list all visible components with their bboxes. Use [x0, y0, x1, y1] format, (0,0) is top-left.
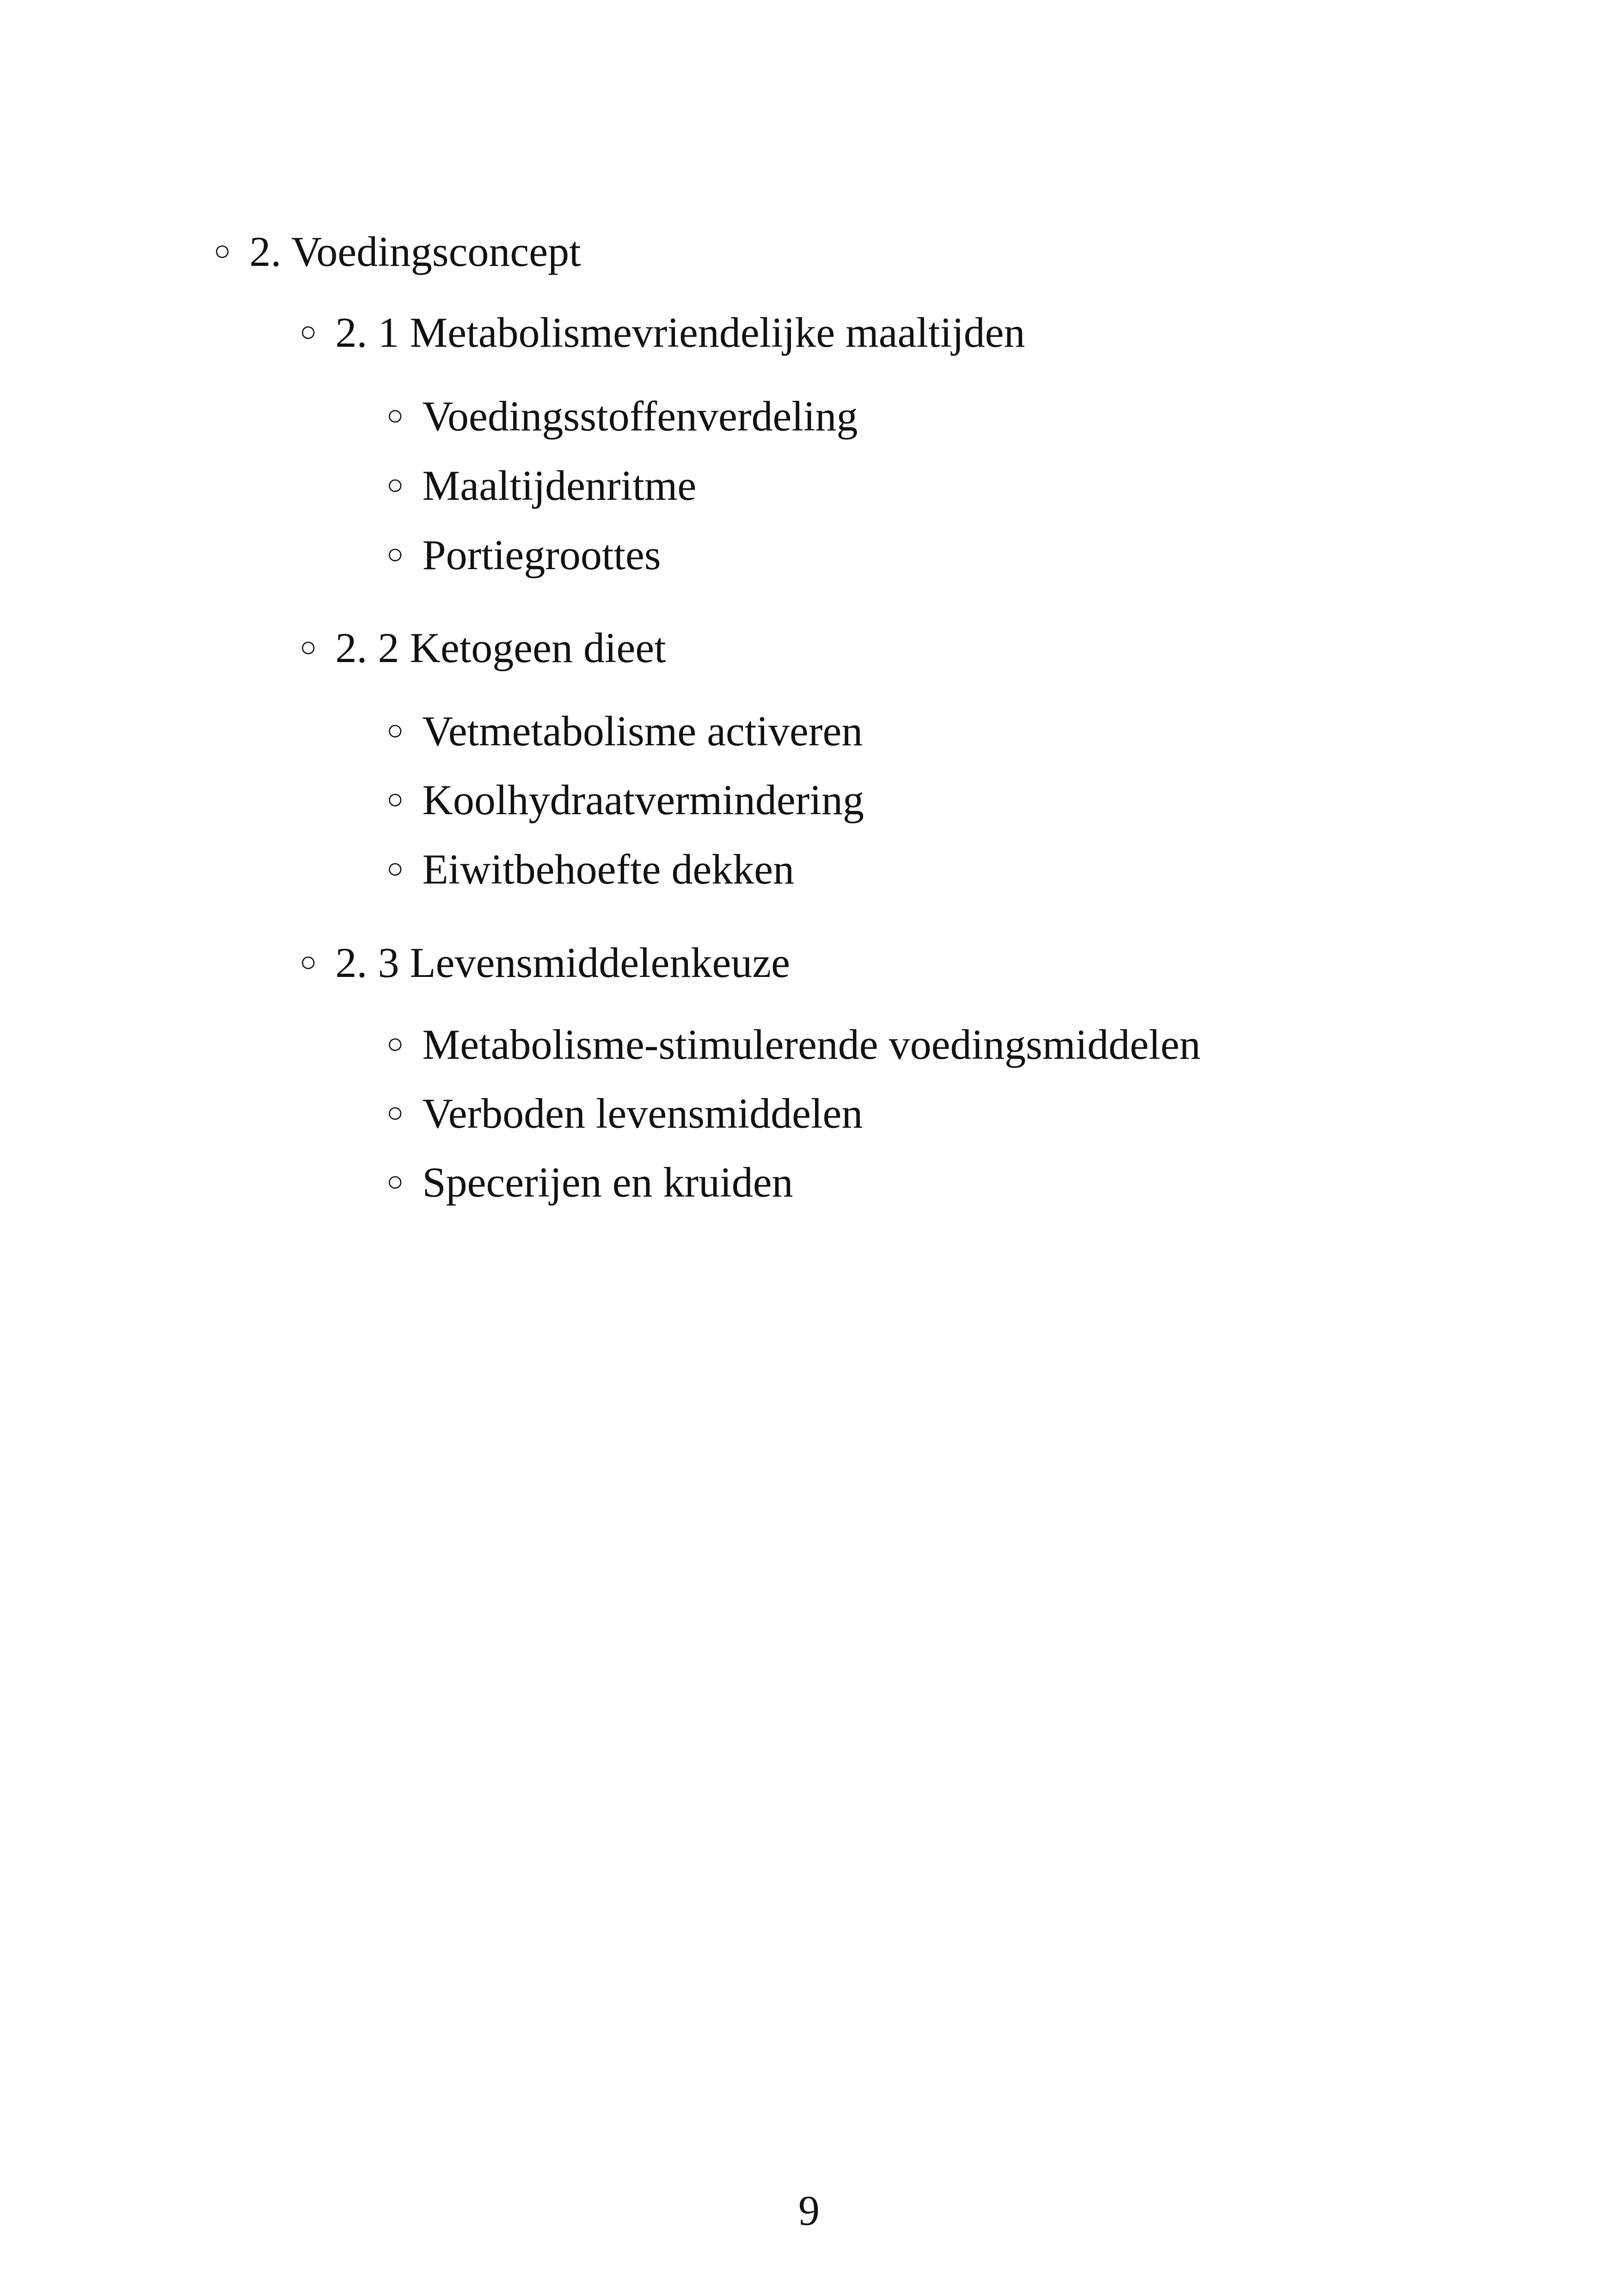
- bullet-icon: ○: [386, 1166, 404, 1197]
- bullet-icon: ○: [386, 1097, 404, 1129]
- section-heading-text: 2. 2 Ketogeen dieet: [335, 624, 666, 671]
- bullet-icon: ○: [386, 539, 404, 570]
- list-item-text: Portiegroottes: [422, 531, 661, 578]
- list-item-text: Koolhydraatvermindering: [422, 776, 864, 823]
- bullet-icon: ○: [386, 715, 404, 746]
- list-item-text: Vetmetabolisme activeren: [422, 707, 863, 755]
- list-item: [386, 393, 858, 440]
- list-item: [386, 1023, 1201, 1066]
- bullet-icon: ○: [300, 316, 317, 348]
- list-item: [386, 464, 696, 507]
- bullet-icon: ○: [386, 400, 404, 431]
- outline-title: [214, 230, 581, 273]
- bullet-icon: ○: [386, 853, 404, 884]
- section-heading-text: 2. 1 Metabolismevriendelijke maaltijden: [335, 309, 1025, 356]
- list-item-text: Maaltijdenritme: [422, 462, 697, 509]
- bullet-icon: ○: [386, 469, 404, 501]
- section-heading: [300, 626, 666, 669]
- list-item-text: Metabolisme-stimulerende voedingsmiddelen: [422, 1021, 1201, 1068]
- section-heading: [300, 311, 1025, 354]
- bullet-icon: ○: [300, 632, 317, 663]
- bullet-icon: ○: [386, 784, 404, 815]
- bullet-icon: ○: [386, 1028, 404, 1060]
- bullet-icon: ○: [300, 946, 317, 978]
- outline-title-text: 2. Voedingsconcept: [249, 228, 581, 275]
- bullet-icon: ○: [214, 235, 231, 267]
- list-item: [386, 1159, 793, 1206]
- list-item: [386, 707, 863, 755]
- list-item: [386, 776, 864, 823]
- section-heading: [300, 941, 790, 984]
- list-item: [386, 846, 795, 893]
- list-item-text: Specerijen en kruiden: [422, 1159, 793, 1206]
- list-item-text: Eiwitbehoefte dekken: [422, 846, 795, 893]
- list-item: [386, 531, 661, 578]
- list-item-text: Voedingsstoffenverdeling: [422, 393, 858, 440]
- page-number: 9: [798, 2187, 820, 2234]
- list-item: [386, 1092, 863, 1135]
- list-item-text: Verboden levensmiddelen: [422, 1090, 863, 1137]
- section-heading-text: 2. 3 Levensmiddelenkeuze: [335, 939, 790, 986]
